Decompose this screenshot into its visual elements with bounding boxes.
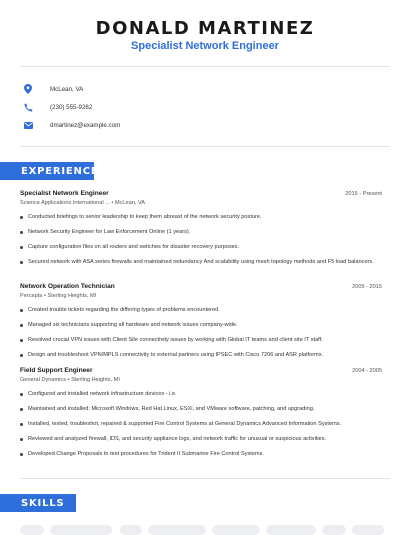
list-item: Developed Change Proposals to test procedures for Trident II Submarine Fire Control Systems. [20,450,382,458]
contact-email [22,119,120,131]
job-company-line [20,377,382,383]
job-dates: 2004 - 2005 [352,368,382,374]
bullet-dot [20,216,23,219]
list-item: Conducted briefings to senior leadership to keep them abreast of the network security posture. [20,213,382,221]
job-location: • McLean, VA [109,200,145,206]
job-dates: 2015 - Present [345,191,382,197]
list-item: Installed, tested, troubleshot, repaired & supported Fire Control Systems at General Dynamics Advanced Information Systems. [20,420,382,428]
list-item: Maintained and installed; Microsoft Windows, Red Hat Linux, ESXi, and VMware software, patching, and upgrading. [20,405,382,413]
job-company-line [20,293,382,299]
contact-phone-text: (230) 555-9262 [50,103,93,111]
skill-pill [20,525,44,535]
skill-pill [148,525,206,535]
list-item: Created trouble tickets regarding the differing types of problems encountered. [20,306,382,314]
contact-email-text[interactable]: dmartinez@example.com [50,121,121,129]
job-company: Percepta [20,293,43,299]
experience-divider [20,478,390,479]
bullet-dot [20,339,23,342]
job-company-line [20,200,382,206]
job-role: Field Support Engineer [20,367,93,374]
skill-pill [50,525,112,535]
job-company: General Dynamics [20,377,67,383]
job-title-heading: Specialist Network Engineer [131,40,279,52]
list-item: Reviewed and analyzed firewall, IDS, and security appliance logs, and network traffic for unusual or suspicious activities. [20,435,382,443]
candidate-name: DONALD MARTINEZ [95,18,315,39]
contact-location-text: McLean, VA [50,85,84,93]
skill-pill [212,525,260,535]
list-item: Managed six technicians supporting all hardware and network issues company-wide. [20,321,382,329]
contact-location [22,83,83,95]
skills-section-heading: SKILLS [0,494,76,512]
experience-entry [20,190,382,273]
bullet-dot [20,324,23,327]
bullet-dot [20,231,23,234]
job-bullets [20,390,382,458]
location-pin-icon [22,83,34,95]
bullet-dot [20,309,23,312]
bullet-dot [20,246,23,249]
job-role: Specialist Network Engineer [20,190,109,197]
job-dates: 2005 - 2015 [352,284,382,290]
experience-entry [20,283,382,366]
experience-section-heading: EXPERIENCE [0,162,94,180]
skill-pill [120,525,142,535]
bullet-dot [20,261,23,264]
email-icon [22,119,34,131]
bullet-dot [20,408,23,411]
job-location: • Sterling Heights, MI [66,377,120,383]
header-divider [20,66,390,67]
bullet-dot [20,453,23,456]
list-item: Secured network with ASA series firewalls and maintained redundancy And scalability using mesh topology methods and F5 load balancers. [20,258,382,266]
skill-pill [322,525,346,535]
job-role: Network Operation Technician [20,283,115,290]
bullet-dot [20,423,23,426]
phone-icon [22,101,34,113]
job-company: Science Applications International ... [20,200,110,206]
job-bullets [20,306,382,359]
experience-entry [20,367,382,465]
list-item: Network Security Engineer for Law Enforcement Online (1 years). [20,228,382,236]
contact-divider [20,146,390,147]
skill-pill [266,525,316,535]
list-item: Capture configuration files on all routers and switches for disaster recovery purposes. [20,243,382,251]
bullet-dot [20,393,23,396]
skill-pill [352,525,384,535]
list-item: Resolved crucial VPN issues with Client Site connectivity issues by working with Global IT teams and client site IT staff. [20,336,382,344]
bullet-dot [20,354,23,357]
contact-phone [22,101,92,113]
list-item: Design and troubleshoot VPN/MPLS connectivity to external partners using IPSEC with Cisco 7206 and ASR platforms. [20,351,382,359]
list-item: Configured and installed network infrastructure devices - i.e. [20,390,382,398]
job-location: • Sterling Heights, MI [42,293,97,299]
job-bullets [20,213,382,266]
bullet-dot [20,438,23,441]
